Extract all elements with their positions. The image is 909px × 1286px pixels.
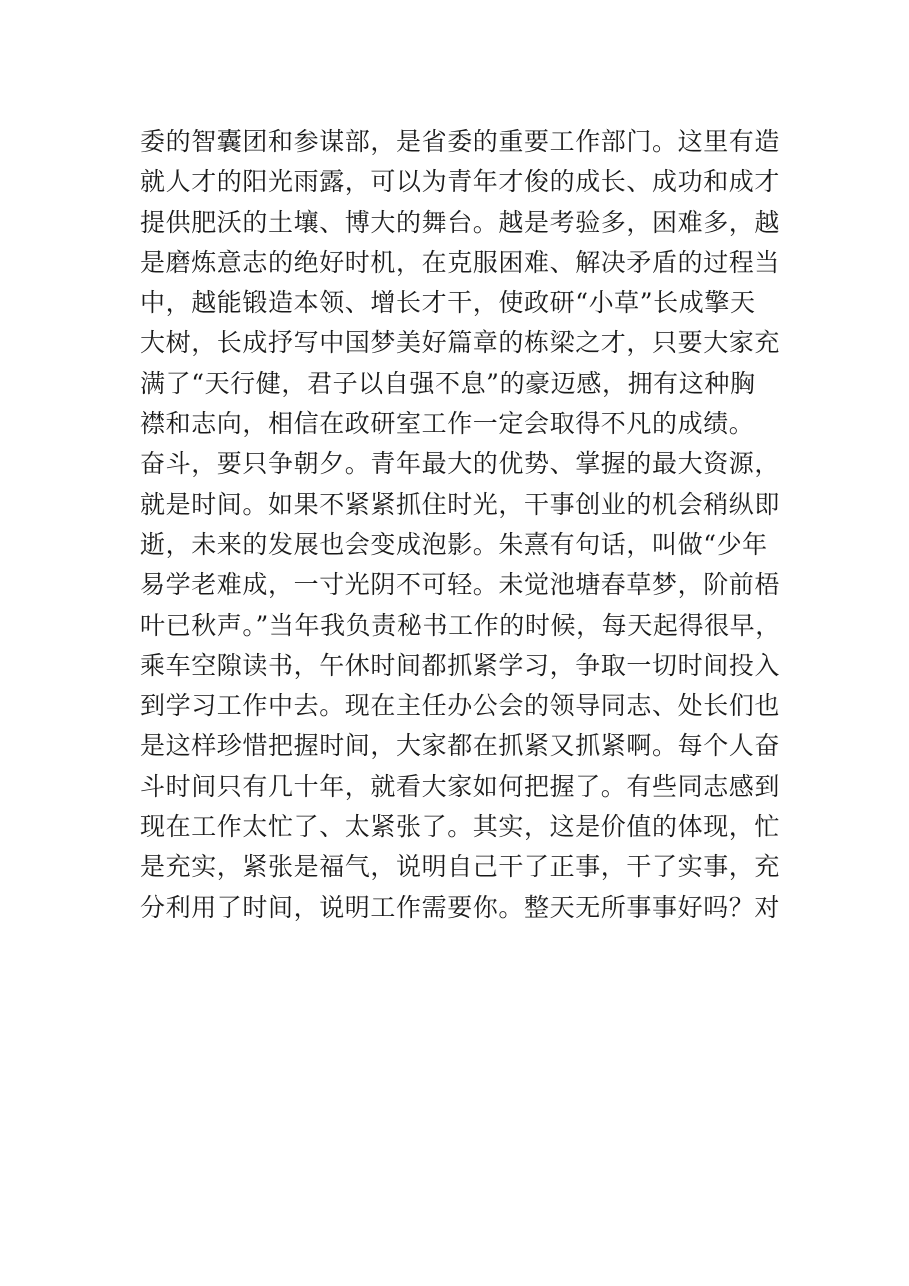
- text-line: 满了“天行健，君子以自强不息”的豪迈感，拥有这种胸: [140, 368, 756, 398]
- text-line: 到学习工作中去。现在主任办公会的领导同志、处长们也: [140, 691, 781, 721]
- text-line: 大树，长成抒写中国梦美好篇章的栋梁之才，只要大家充: [140, 328, 781, 358]
- text-line: 奋斗，要只争朝夕。青年最大的优势、掌握的最大资源，: [140, 449, 781, 479]
- text-line: 现在工作太忙了、太紧张了。其实，这是价值的体现，忙: [140, 812, 781, 842]
- text-line: 斗时间只有几十年，就看大家如何把握了。有些同志感到: [140, 771, 781, 801]
- text-line: 是充实，紧张是福气，说明自己干了正事，干了实事，充: [140, 852, 781, 882]
- text-line: 分利用了时间，说明工作需要你。整天无所事事好吗？对: [140, 892, 781, 922]
- text-line: 是这样珍惜把握时间，大家都在抓紧又抓紧啊。每个人奋: [140, 731, 781, 761]
- text-line: 叶已秋声。”当年我负责秘书工作的时候，每天起得很早，: [140, 610, 781, 640]
- text-line: 易学老难成，一寸光阴不可轻。未觉池塘春草梦，阶前梧: [140, 570, 781, 600]
- text-line: 就是时间。如果不紧紧抓住时光，干事创业的机会稍纵即: [140, 489, 781, 519]
- body-text: [140, 122, 781, 928]
- text-line: 是磨炼意志的绝好时机，在克服困难、解决矛盾的过程当: [140, 247, 781, 277]
- text-line: 中，越能锻造本领、增长才干，使政研“小草”长成擎天: [140, 288, 756, 318]
- text-line: 提供肥沃的土壤、博大的舞台。越是考验多，困难多，越: [140, 207, 781, 237]
- text-line: 逝，未来的发展也会变成泡影。朱熹有句话，叫做“少年: [140, 529, 768, 559]
- text-line: 襟和志向，相信在政研室工作一定会取得不凡的成绩。: [140, 409, 755, 439]
- text-line: 乘车空隙读书，午休时间都抓紧学习，争取一切时间投入: [140, 650, 781, 680]
- text-line: 就人才的阳光雨露，可以为青年才俊的成长、成功和成才: [140, 167, 781, 197]
- text-line: 委的智囊团和参谋部，是省委的重要工作部门。这里有造: [140, 127, 781, 156]
